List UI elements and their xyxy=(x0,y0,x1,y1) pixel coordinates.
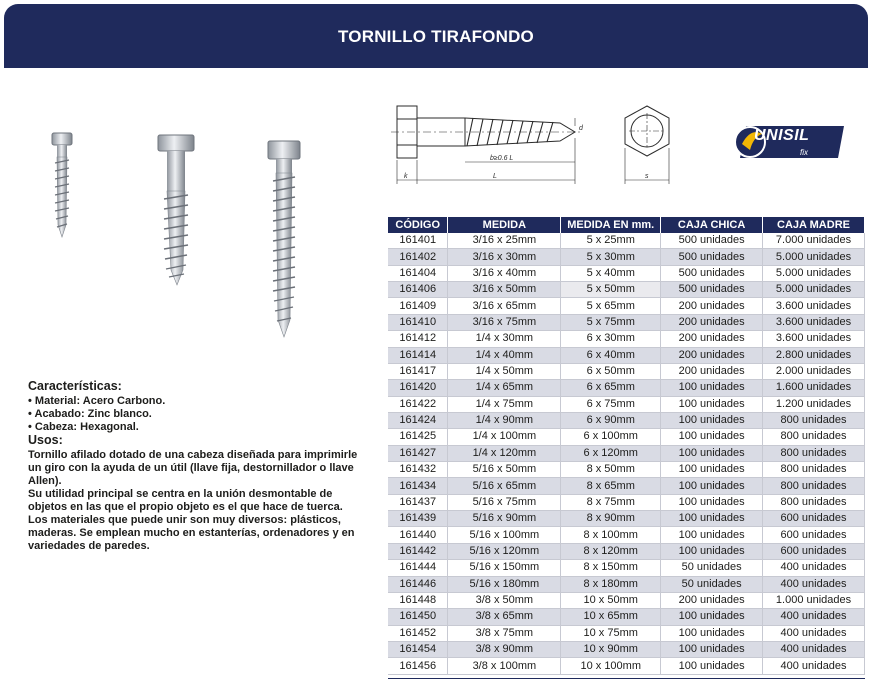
cell-codigo: 161442 xyxy=(388,543,448,559)
cell-medida: 5/16 x 150mm xyxy=(448,560,561,576)
cell-medida-mm: 8 x 75mm xyxy=(561,494,661,510)
screw-large xyxy=(268,141,300,337)
usos-text xyxy=(28,449,358,553)
cell-caja-madre: 600 unidades xyxy=(763,527,865,543)
logo-brand: UNISIL xyxy=(754,127,810,144)
technical-drawing xyxy=(385,98,685,190)
cell-medida-mm: 6 x 30mm xyxy=(561,331,661,347)
cell-medida-mm: 6 x 90mm xyxy=(561,412,661,428)
table-row xyxy=(388,265,865,281)
cell-medida: 3/8 x 75mm xyxy=(448,625,561,641)
cell-medida: 1/4 x 90mm xyxy=(448,412,561,428)
usos-paragraph: Los materiales que puede unir son muy diversos: plásticos, maderas. Se emplean mucho en estanterías, ordenadores y en variedades de paredes. xyxy=(28,514,355,552)
cell-medida-mm: 10 x 90mm xyxy=(561,641,661,657)
cell-codigo: 161440 xyxy=(388,527,448,543)
cell-caja-madre: 1.000 unidades xyxy=(763,592,865,608)
table-row xyxy=(388,380,865,396)
characteristic-finish: • Acabado: Zinc blanco. xyxy=(28,408,152,420)
cell-caja-chica: 100 unidades xyxy=(661,445,763,461)
cell-codigo: 161439 xyxy=(388,511,448,527)
cell-caja-madre: 800 unidades xyxy=(763,462,865,478)
table-row xyxy=(388,478,865,494)
cell-caja-chica: 200 unidades xyxy=(661,363,763,379)
diameter-label: d xyxy=(579,125,583,132)
table-body xyxy=(388,233,865,674)
table-row xyxy=(388,331,865,347)
product-table xyxy=(388,217,865,675)
cell-caja-madre: 600 unidades xyxy=(763,511,865,527)
cell-codigo: 161456 xyxy=(388,658,448,674)
cell-medida: 3/8 x 50mm xyxy=(448,592,561,608)
usos-paragraph: Tornillo afilado dotado de una cabeza diseñada para imprimirle un giro con la ayuda de un útil (llave fija, destornillador o llave Allen). xyxy=(28,449,358,487)
description-block xyxy=(28,380,358,553)
cell-caja-madre: 800 unidades xyxy=(763,429,865,445)
table-row xyxy=(388,347,865,363)
cell-medida-mm: 6 x 50mm xyxy=(561,363,661,379)
cell-medida-mm: 8 x 120mm xyxy=(561,543,661,559)
cell-caja-chica: 200 unidades xyxy=(661,298,763,314)
cell-caja-madre: 800 unidades xyxy=(763,412,865,428)
cell-codigo: 161402 xyxy=(388,249,448,265)
cell-caja-chica: 50 unidades xyxy=(661,576,763,592)
hex-width-label: s xyxy=(645,173,649,180)
cell-caja-madre: 3.600 unidades xyxy=(763,314,865,330)
table-row xyxy=(388,298,865,314)
table-row xyxy=(388,412,865,428)
cell-medida: 5/16 x 100mm xyxy=(448,527,561,543)
table-row xyxy=(388,314,865,330)
usos-title: Usos: xyxy=(28,433,63,447)
header-codigo: CÓDIGO xyxy=(388,217,448,233)
cell-caja-madre: 400 unidades xyxy=(763,658,865,674)
cell-medida-mm: 10 x 50mm xyxy=(561,592,661,608)
cell-medida: 3/8 x 65mm xyxy=(448,609,561,625)
page-title: TORNILLO TIRAFONDO xyxy=(338,27,534,46)
cell-medida: 5/16 x 75mm xyxy=(448,494,561,510)
cell-medida: 5/16 x 65mm xyxy=(448,478,561,494)
cell-medida: 5/16 x 90mm xyxy=(448,511,561,527)
cell-medida: 1/4 x 50mm xyxy=(448,363,561,379)
cell-medida: 1/4 x 120mm xyxy=(448,445,561,461)
cell-codigo: 161406 xyxy=(388,282,448,298)
cell-medida: 3/16 x 75mm xyxy=(448,314,561,330)
cell-codigo: 161444 xyxy=(388,560,448,576)
cell-caja-chica: 100 unidades xyxy=(661,511,763,527)
header-medida-mm: MEDIDA EN mm. xyxy=(561,217,661,233)
header-medida: MEDIDA xyxy=(448,217,561,233)
cell-caja-chica: 100 unidades xyxy=(661,478,763,494)
cell-medida: 1/4 x 100mm xyxy=(448,429,561,445)
cell-caja-madre: 2.000 unidades xyxy=(763,363,865,379)
cell-caja-madre: 5.000 unidades xyxy=(763,249,865,265)
cell-medida-mm: 5 x 30mm xyxy=(561,249,661,265)
cell-medida-mm: 5 x 75mm xyxy=(561,314,661,330)
table-row xyxy=(388,494,865,510)
cell-caja-chica: 100 unidades xyxy=(661,380,763,396)
cell-caja-chica: 100 unidades xyxy=(661,527,763,543)
title-banner xyxy=(4,4,868,68)
cell-caja-madre: 1.200 unidades xyxy=(763,396,865,412)
cell-medida: 3/8 x 100mm xyxy=(448,658,561,674)
cell-caja-madre: 5.000 unidades xyxy=(763,265,865,281)
header-caja-chica: CAJA CHICA xyxy=(661,217,763,233)
characteristic-material: • Material: Acero Carbono. xyxy=(28,395,166,407)
cell-caja-madre: 400 unidades xyxy=(763,576,865,592)
cell-caja-chica: 100 unidades xyxy=(661,543,763,559)
cell-caja-chica: 100 unidades xyxy=(661,412,763,428)
cell-codigo: 161432 xyxy=(388,462,448,478)
table-row xyxy=(388,445,865,461)
cell-caja-madre: 7.000 unidades xyxy=(763,233,865,249)
cell-codigo: 161450 xyxy=(388,609,448,625)
cell-medida-mm: 6 x 40mm xyxy=(561,347,661,363)
cell-codigo: 161424 xyxy=(388,412,448,428)
cell-medida-mm: 8 x 150mm xyxy=(561,560,661,576)
characteristic-head: • Cabeza: Hexagonal. xyxy=(28,421,139,433)
cell-medida-mm: 10 x 100mm xyxy=(561,658,661,674)
screw-medium xyxy=(158,135,194,285)
table-row xyxy=(388,429,865,445)
cell-medida: 3/16 x 25mm xyxy=(448,233,561,249)
table-row xyxy=(388,560,865,576)
cell-caja-chica: 200 unidades xyxy=(661,592,763,608)
cell-caja-madre: 800 unidades xyxy=(763,478,865,494)
head-height-label: k xyxy=(404,173,408,180)
cell-caja-chica: 500 unidades xyxy=(661,233,763,249)
cell-caja-chica: 50 unidades xyxy=(661,560,763,576)
cell-caja-madre: 400 unidades xyxy=(763,625,865,641)
cell-codigo: 161410 xyxy=(388,314,448,330)
characteristics-title: Características: xyxy=(28,379,122,393)
screw-small xyxy=(52,133,72,237)
cell-medida-mm: 6 x 120mm xyxy=(561,445,661,461)
logo-sub: fix xyxy=(800,148,808,157)
cell-medida-mm: 6 x 100mm xyxy=(561,429,661,445)
cell-medida-mm: 5 x 25mm xyxy=(561,233,661,249)
table-row xyxy=(388,396,865,412)
cell-codigo: 161420 xyxy=(388,380,448,396)
cell-caja-chica: 100 unidades xyxy=(661,396,763,412)
cell-codigo: 161448 xyxy=(388,592,448,608)
cell-codigo: 161422 xyxy=(388,396,448,412)
cell-medida-mm: 10 x 65mm xyxy=(561,609,661,625)
table-header-row xyxy=(388,217,865,233)
cell-medida: 3/16 x 50mm xyxy=(448,282,561,298)
cell-caja-chica: 100 unidades xyxy=(661,462,763,478)
cell-medida: 5/16 x 50mm xyxy=(448,462,561,478)
screws-photo xyxy=(40,125,320,345)
table-row xyxy=(388,249,865,265)
cell-caja-madre: 3.600 unidades xyxy=(763,331,865,347)
cell-caja-chica: 100 unidades xyxy=(661,658,763,674)
cell-codigo: 161454 xyxy=(388,641,448,657)
table-row xyxy=(388,233,865,249)
cell-medida: 1/4 x 75mm xyxy=(448,396,561,412)
cell-medida-mm: 8 x 65mm xyxy=(561,478,661,494)
usos-paragraph: Su utilidad principal se centra en la unión desmontable de objetos en las que el propio objeto es el que hace de tuerca. xyxy=(28,488,343,513)
table-row xyxy=(388,576,865,592)
cell-medida-mm: 8 x 180mm xyxy=(561,576,661,592)
table-row xyxy=(388,511,865,527)
cell-caja-chica: 100 unidades xyxy=(661,429,763,445)
cell-medida-mm: 5 x 40mm xyxy=(561,265,661,281)
cell-medida-mm: 6 x 75mm xyxy=(561,396,661,412)
table-row xyxy=(388,625,865,641)
cell-codigo: 161401 xyxy=(388,233,448,249)
cell-medida-mm: 10 x 75mm xyxy=(561,625,661,641)
cell-codigo: 161409 xyxy=(388,298,448,314)
table-row xyxy=(388,543,865,559)
cell-caja-chica: 200 unidades xyxy=(661,314,763,330)
cell-medida-mm: 6 x 65mm xyxy=(561,380,661,396)
cell-medida: 5/16 x 120mm xyxy=(448,543,561,559)
table-row xyxy=(388,658,865,674)
table-row xyxy=(388,609,865,625)
cell-medida: 3/8 x 90mm xyxy=(448,641,561,657)
cell-medida-mm: 8 x 50mm xyxy=(561,462,661,478)
cell-caja-madre: 2.800 unidades xyxy=(763,347,865,363)
length-label: L xyxy=(493,173,497,180)
cell-caja-madre: 400 unidades xyxy=(763,560,865,576)
cell-medida: 3/16 x 40mm xyxy=(448,265,561,281)
cell-caja-madre: 3.600 unidades xyxy=(763,298,865,314)
cell-caja-madre: 600 unidades xyxy=(763,543,865,559)
cell-caja-madre: 800 unidades xyxy=(763,445,865,461)
cell-codigo: 161452 xyxy=(388,625,448,641)
cell-medida: 3/16 x 65mm xyxy=(448,298,561,314)
cell-codigo: 161412 xyxy=(388,331,448,347)
unisil-logo xyxy=(732,118,846,164)
cell-codigo: 161425 xyxy=(388,429,448,445)
cell-codigo: 161414 xyxy=(388,347,448,363)
cell-medida: 1/4 x 40mm xyxy=(448,347,561,363)
cell-caja-madre: 5.000 unidades xyxy=(763,282,865,298)
cell-caja-madre: 400 unidades xyxy=(763,641,865,657)
header-caja-madre: CAJA MADRE xyxy=(763,217,865,233)
cell-medida: 1/4 x 65mm xyxy=(448,380,561,396)
cell-caja-chica: 100 unidades xyxy=(661,609,763,625)
cell-medida-mm: 5 x 50mm xyxy=(561,282,661,298)
cell-medida: 5/16 x 180mm xyxy=(448,576,561,592)
cell-medida-mm: 5 x 65mm xyxy=(561,298,661,314)
cell-medida: 3/16 x 30mm xyxy=(448,249,561,265)
table-row xyxy=(388,641,865,657)
cell-caja-chica: 100 unidades xyxy=(661,625,763,641)
cell-caja-madre: 1.600 unidades xyxy=(763,380,865,396)
cell-medida-mm: 8 x 100mm xyxy=(561,527,661,543)
table-row xyxy=(388,462,865,478)
cell-caja-chica: 200 unidades xyxy=(661,347,763,363)
cell-caja-chica: 500 unidades xyxy=(661,249,763,265)
cell-codigo: 161446 xyxy=(388,576,448,592)
cell-medida-mm: 8 x 90mm xyxy=(561,511,661,527)
table-row xyxy=(388,527,865,543)
table-row xyxy=(388,363,865,379)
table-row xyxy=(388,282,865,298)
cell-caja-chica: 100 unidades xyxy=(661,494,763,510)
cell-codigo: 161427 xyxy=(388,445,448,461)
cell-medida: 1/4 x 30mm xyxy=(448,331,561,347)
cell-codigo: 161417 xyxy=(388,363,448,379)
cell-codigo: 161437 xyxy=(388,494,448,510)
thread-length-label: b≥0.6 L xyxy=(490,155,514,162)
table-row xyxy=(388,592,865,608)
cell-codigo: 161404 xyxy=(388,265,448,281)
cell-caja-chica: 500 unidades xyxy=(661,265,763,281)
cell-caja-madre: 400 unidades xyxy=(763,609,865,625)
cell-caja-madre: 800 unidades xyxy=(763,494,865,510)
cell-codigo: 161434 xyxy=(388,478,448,494)
cell-caja-chica: 500 unidades xyxy=(661,282,763,298)
cell-caja-chica: 200 unidades xyxy=(661,331,763,347)
cell-caja-chica: 100 unidades xyxy=(661,641,763,657)
